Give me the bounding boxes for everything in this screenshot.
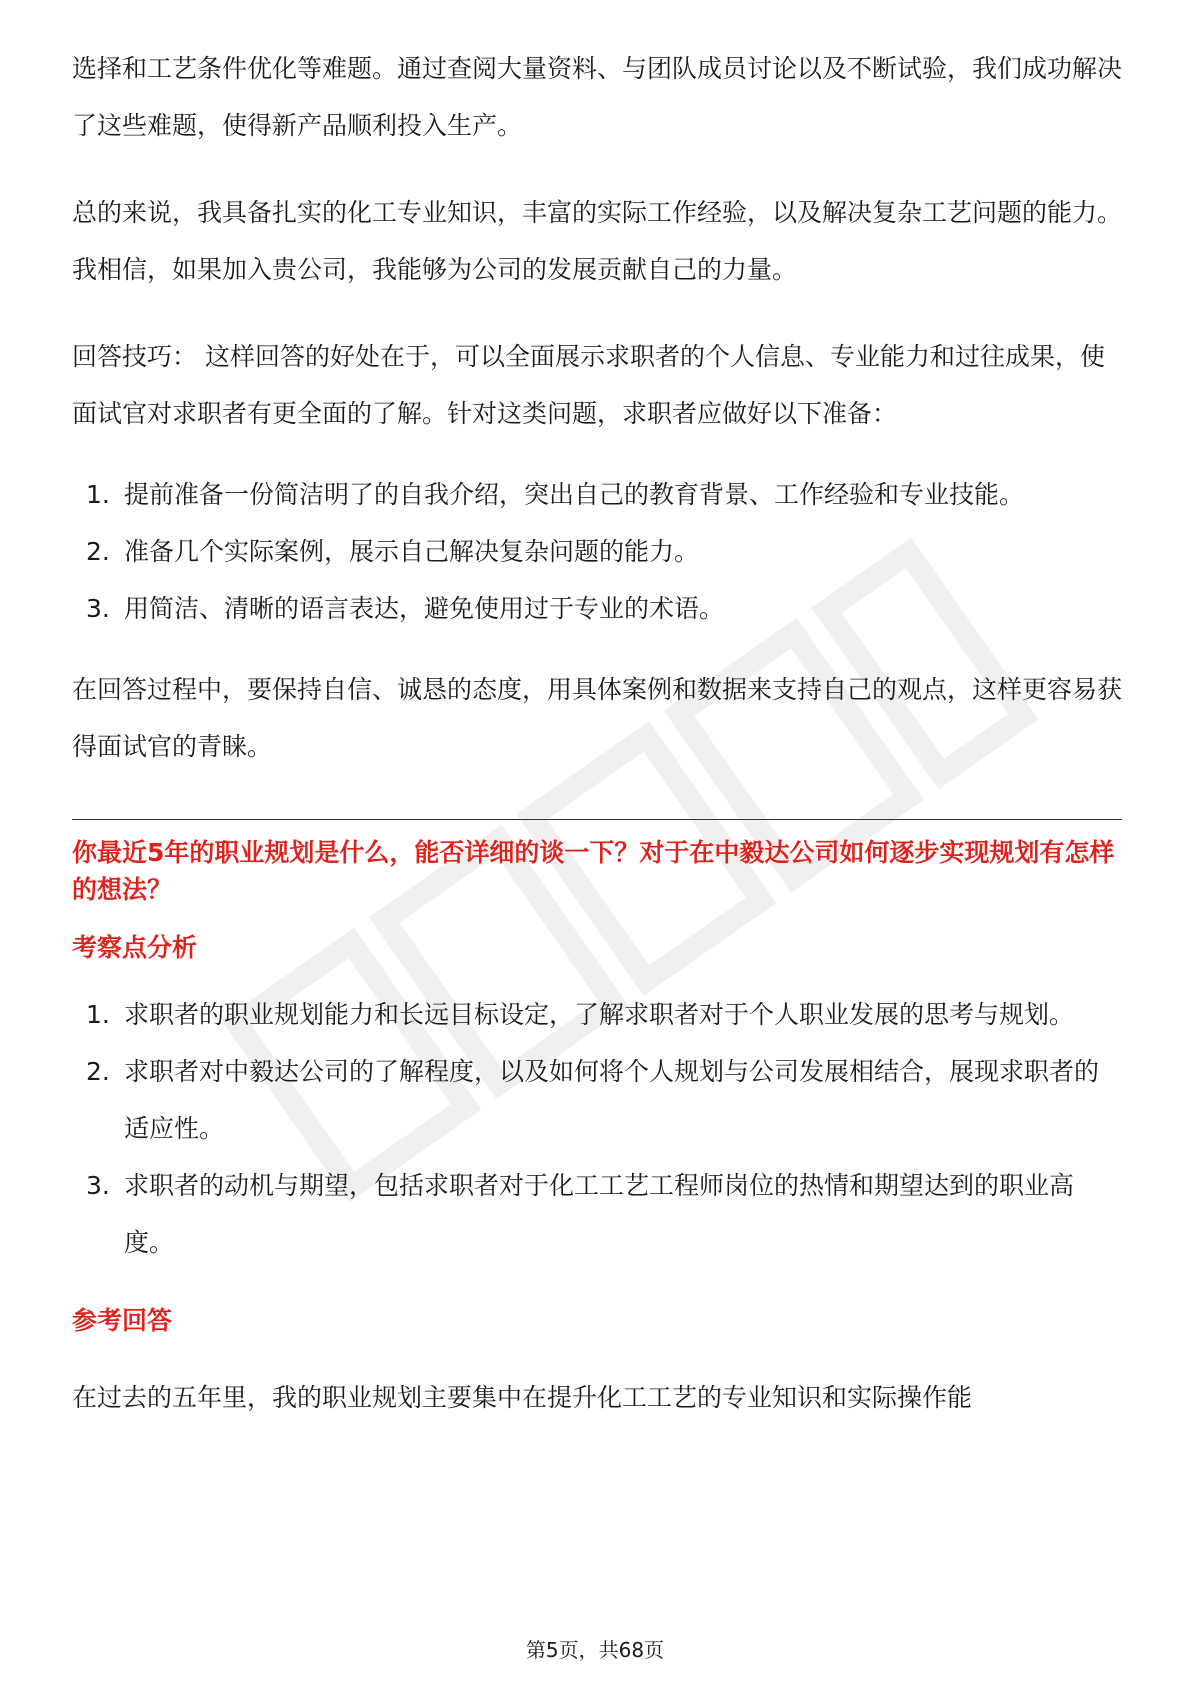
list-item-text: 准备几个实际案例，展示自己解决复杂问题的能力。 [124,537,700,566]
reference-heading: 参考回答 [72,1306,173,1335]
list-item-text: 求职者的动机与期望，包括求职者对于化工工艺工程师岗位的热情和期望达到的职业高度。 [124,1171,1075,1257]
intro-paragraph-1: 选择和工艺条件优化等难题。通过查阅大量资料、与团队成员讨论以及不断试验，我们成功解决了这些难题，使得新产品顺利投入生产。 [72,54,1123,140]
list-number: 2. [86,1057,110,1086]
list-number: 3. [86,1171,110,1200]
page-footer: 第5页，共68页 [525,1638,665,1662]
list-number: 1. [86,1000,110,1029]
list-number: 2. [86,537,110,566]
analysis-list [72,986,1122,1271]
tips-paragraph: 回答技巧： 这样回答的好处在于，可以全面展示求职者的个人信息、专业能力和过往成果，使面试官对求职者有更全面的了解。针对这类问题，求职者应做好以下准备： [72,342,1105,428]
list-number: 1. [86,480,110,509]
question-title: 你最近5年的职业规划是什么，能否详细的谈一下？对于在中毅达公司如何逐步实现规划有怎样的想法？ [72,838,1115,904]
list-item [72,523,1122,580]
analysis-heading: 考察点分析 [72,933,198,962]
list-item-text: 用简洁、清晰的语言表达，避免使用过于专业的术语。 [124,594,725,623]
list-item-text: 提前准备一份简洁明了的自我介绍，突出自己的教育背景、工作经验和专业技能。 [124,480,1025,509]
intro-paragraph-2: 总的来说，我具备扎实的化工专业知识，丰富的实际工作经验，以及解决复杂工艺问题的能力。我相信，如果加入贵公司，我能够为公司的发展贡献自己的力量。 [72,198,1123,284]
reference-answer-paragraph: 在过去的五年里，我的职业规划主要集中在提升化工工艺的专业知识和实际操作能 [72,1383,973,1412]
list-item [72,1157,1122,1271]
list-item [72,1043,1122,1157]
list-item-text: 求职者的职业规划能力和长远目标设定，了解求职者对于个人职业发展的思考与规划。 [124,1000,1075,1029]
list-item-text: 求职者对中毅达公司的了解程度，以及如何将个人规划与公司发展相结合，展现求职者的适应性。 [124,1057,1100,1143]
list-item [72,580,1122,637]
tips-closing-paragraph: 在回答过程中，要保持自信、诚恳的态度，用具体案例和数据来支持自己的观点，这样更容易获得面试官的青睐。 [72,675,1123,761]
document-page [72,40,1122,1426]
list-item [72,466,1122,523]
list-number: 3. [86,594,110,623]
list-item [72,986,1122,1043]
tips-list [72,466,1122,637]
